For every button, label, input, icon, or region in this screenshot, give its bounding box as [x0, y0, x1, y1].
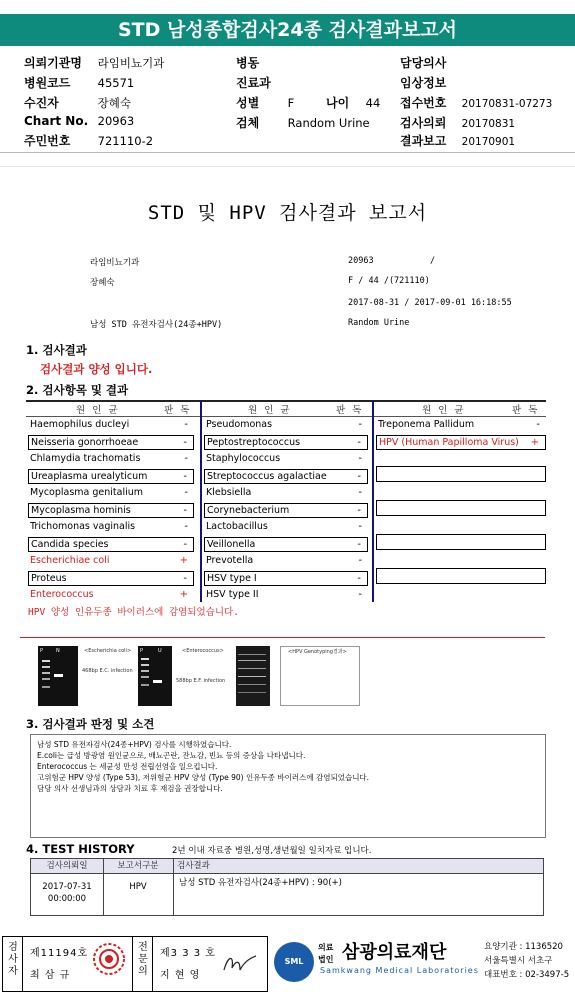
opinion-box	[30, 734, 546, 838]
org-phone: 대표번호 : 02-3497-5	[484, 970, 570, 980]
signature-icon	[222, 952, 258, 976]
result-mark: -	[358, 419, 362, 430]
result-row	[28, 469, 194, 484]
gel-ladder-icon	[236, 646, 270, 706]
result-row	[28, 486, 194, 501]
section-items-heading: 2. 검사항목 및 결과	[26, 383, 129, 397]
pathogen-name: Escherichiae coli	[30, 555, 110, 566]
pathogen-name: HPV (Human Papilloma Virus)	[379, 437, 519, 448]
result-mark: -	[184, 419, 188, 430]
opinion-line: Enterococcus 는 세균성 만성 전립선염을 일으킵니다.	[37, 762, 218, 771]
result-mark: -	[357, 573, 361, 584]
column-separator	[372, 400, 374, 602]
org-english-name: Samkwang Medical Laboratories	[320, 966, 479, 975]
result-row	[204, 588, 368, 603]
history-row-date: 2017-07-31	[42, 882, 92, 892]
pathogen-name: Treponema Pallidum	[378, 419, 475, 430]
table-header-rule	[26, 416, 546, 417]
pathogen-name: Staphylococcus	[206, 453, 281, 464]
lane-u-label: U	[158, 648, 162, 654]
info-clinical: 임상정보	[400, 76, 447, 90]
info-specimen: 검체 Random Urine	[236, 116, 370, 130]
caption-ecoli: <Escherichia coli>	[84, 648, 132, 654]
result-mark: -	[358, 555, 362, 566]
footer-rule	[152, 936, 153, 992]
pathogen-name: HSV type II	[206, 589, 259, 600]
result-row	[204, 503, 368, 518]
result-mark: -	[183, 471, 187, 482]
pathogen-name: Pseudomonas	[206, 419, 273, 430]
result-mark: -	[357, 437, 361, 448]
pathogen-name: Lactobacillus	[206, 521, 268, 532]
gel-ladder-icon	[38, 646, 78, 706]
pathogen-name: Klebsiella	[206, 487, 252, 498]
result-mark: -	[357, 471, 361, 482]
pathogen-name: Proteus	[31, 573, 67, 584]
result-mark: -	[183, 573, 187, 584]
info-resident-no: 주민번호 721110-2	[24, 134, 154, 148]
result-mark: -	[357, 539, 361, 550]
lane-p-label: P	[140, 648, 144, 654]
report-title: STD 및 HPV 검사결과 보고서	[147, 202, 428, 224]
history-note: 2년 이내 자료중 병원,성명,생년월일 일치자료 입니다.	[172, 846, 372, 856]
history-table	[30, 858, 544, 916]
history-header-date: 검사의뢰일	[46, 861, 88, 871]
gel-image-hpv	[236, 646, 270, 706]
info-request-date: 검사의뢰 20170831	[400, 116, 516, 130]
org-code: 요양기관 : 1136520	[484, 942, 563, 952]
result-mark: -	[358, 453, 362, 464]
result-row	[204, 469, 368, 484]
pathogen-name: Mycoplasma genitalium	[30, 487, 144, 498]
result-mark: +	[179, 555, 188, 566]
section-result-heading: 1. 검사결과	[26, 343, 87, 357]
column-separator	[200, 400, 202, 602]
report-chart-no: 20963	[348, 256, 374, 266]
info-hospital-code: 병원코드 45571	[24, 76, 135, 90]
result-mark: -	[358, 487, 362, 498]
history-col-rule	[173, 859, 174, 915]
header-judge: 판 독	[512, 405, 540, 416]
empty-result-box	[376, 534, 546, 550]
sml-logo-icon: SML	[274, 942, 314, 982]
pathogen-name: Prevotella	[206, 555, 254, 566]
pathogen-name: Candida species	[31, 539, 109, 550]
opinion-line: 담당 의사 선생님과의 상담과 치료 후 재검을 권장합니다.	[37, 784, 223, 793]
gel-image-ecoli	[38, 646, 78, 706]
result-row	[28, 435, 194, 450]
org-prefix-bottom: 법인	[318, 955, 334, 964]
header-judge: 판 독	[164, 405, 192, 416]
result-mark: -	[358, 521, 362, 532]
history-row-type: HPV	[129, 882, 147, 892]
header-pathogen: 원 인 균	[248, 405, 292, 416]
gel-image-enterococcus	[138, 646, 172, 706]
specialist-name: 지 현 영	[160, 970, 201, 981]
red-divider	[20, 637, 545, 638]
pathogen-name: Haemophilus ducleyi	[30, 419, 130, 430]
pathogen-name: HSV type I	[207, 573, 257, 584]
opinion-line: 남성 STD 유전자검사(24종+HPV) 검사를 시행하였습니다.	[37, 740, 232, 749]
lane-p-label: P	[40, 648, 44, 654]
report-sex-age: F / 44 /(721110)	[348, 276, 430, 286]
report-specimen: Random Urine	[348, 318, 410, 328]
result-row	[204, 520, 368, 535]
result-row	[28, 452, 194, 467]
examiner-vertical-label: 검사자	[8, 942, 18, 977]
pathogen-name: Peptostreptococcus	[207, 437, 301, 448]
examiner-name: 최 삼 규	[30, 970, 71, 981]
divider	[0, 166, 575, 167]
history-row-result: 남성 STD 유전자검사(24종+HPV) : 90(+)	[179, 878, 342, 888]
result-row	[204, 537, 368, 552]
pathogen-name: Enterococcus	[30, 589, 94, 600]
report-slash: /	[430, 256, 436, 266]
pathogen-name: Neisseria gonorrhoeae	[31, 437, 139, 448]
footer-rule	[132, 936, 133, 992]
header-pathogen: 원 인 균	[422, 405, 466, 416]
info-doctor: 담당의사	[400, 56, 447, 70]
result-mark: +	[530, 437, 539, 448]
result-mark: -	[183, 437, 187, 448]
examiner-reg-no: 제11194호	[30, 948, 89, 959]
info-sex: 성별 F	[236, 96, 295, 110]
result-row	[28, 554, 194, 569]
pathogen-name: Corynebacterium	[207, 505, 290, 516]
pathogen-name: Veillonella	[207, 539, 256, 550]
result-row	[28, 418, 194, 433]
empty-result-box	[376, 568, 546, 584]
gel-electrophoresis-strip	[26, 642, 536, 710]
org-name: 삼광의료재단	[342, 942, 447, 963]
opinion-line: 고위험군 HPV 양성 (Type 53), 저위험군 HPV 양성 (Type 90) 인유두종 바이러스에 감염되었습니다.	[37, 773, 370, 782]
report-footer	[0, 934, 575, 994]
caption-enterococcus: <Enterococcus>	[182, 648, 224, 654]
result-mark: -	[183, 505, 187, 516]
empty-result-box	[376, 500, 546, 516]
history-row-time: 00:00:00	[47, 894, 87, 904]
result-row	[28, 571, 194, 586]
info-receipt-no: 접수번호 20170831-07273	[400, 96, 553, 110]
result-row	[28, 503, 194, 518]
result-row	[28, 537, 194, 552]
info-chart-no: Chart No. 20963	[24, 114, 135, 128]
footer-rule	[22, 936, 23, 992]
header-pathogen: 원 인 균	[76, 405, 120, 416]
report-banner-title: STD 남성종합검사24종 검사결과보고서	[0, 14, 575, 46]
result-mark: -	[358, 589, 362, 600]
gel-ladder-icon	[138, 646, 172, 706]
org-prefix-top: 의료	[318, 943, 334, 952]
history-header-type: 보고서구분	[117, 861, 159, 871]
info-age: 나이 44	[326, 96, 381, 110]
result-row	[204, 486, 368, 501]
org-address: 서울특별시 서초구	[484, 956, 553, 966]
header-judge: 판 독	[336, 405, 364, 416]
result-mark: -	[357, 505, 361, 516]
lane-n-label: N	[56, 648, 60, 654]
band-label-ecoli: 468bp E.C. infection	[82, 668, 133, 674]
pathogen-name: Chlamydia trachomatis	[30, 453, 141, 464]
result-row	[376, 435, 546, 450]
info-institution: 의뢰기관명 라임비뇨기과	[24, 56, 165, 70]
result-mark: -	[184, 453, 188, 464]
result-row	[28, 520, 194, 535]
result-row	[204, 554, 368, 569]
result-row	[204, 571, 368, 586]
specialist-vertical-label: 전문의	[138, 942, 148, 977]
result-mark: -	[184, 487, 188, 498]
section-history-heading: 4. TEST HISTORY	[26, 842, 135, 856]
results-table	[26, 400, 546, 600]
specialist-reg-no: 제3 3 3 호	[160, 948, 216, 959]
divider	[0, 152, 575, 153]
result-row	[204, 435, 368, 450]
report-hospital: 라임비뇨기과	[90, 258, 140, 268]
result-mark: -	[184, 521, 188, 532]
result-mark: -	[536, 419, 540, 430]
report-dates: 2017-08-31 / 2017-09-01 16:18:55	[348, 298, 512, 308]
info-patient-name: 수진자 장혜숙	[24, 96, 131, 110]
pathogen-name: Trichomonas vaginalis	[30, 521, 136, 532]
result-row	[204, 418, 368, 433]
info-department: 진료과	[236, 76, 271, 90]
result-row	[204, 452, 368, 467]
result-mark: +	[179, 589, 188, 600]
section-opinion-heading: 3. 검사결과 판정 및 소견	[26, 717, 155, 731]
report-patient: 장혜숙	[90, 278, 115, 288]
result-row	[376, 418, 546, 433]
result-mark: -	[183, 539, 187, 550]
info-report-date: 결과보고 20170901	[400, 134, 516, 148]
band-label-enterococcus: 588bp E.F. infection	[176, 678, 226, 684]
pathogen-name: Mycoplasma hominis	[31, 505, 131, 516]
pathogen-name: Ureaplasma urealyticum	[31, 471, 148, 482]
pathogen-name: Streptococcus agalactiae	[207, 471, 327, 482]
positive-result-text: 검사결과 양성 입니다.	[40, 362, 153, 376]
report-test-name: 남성 STD 유전자검사(24종+HPV)	[90, 320, 223, 330]
empty-result-box	[376, 466, 546, 482]
seal-stamp-icon	[92, 942, 126, 976]
opinion-line: E.coli는 급성 방광염 원인균으로, 배뇨곤란, 잔뇨감, 빈뇨 등의 증상을 나타냅니다.	[37, 751, 306, 760]
hpv-note: HPV 양성 인유두종 바이러스에 감염되었습니다.	[28, 607, 239, 618]
history-header-result: 검사결과	[177, 861, 210, 871]
caption-hpv: <HPV Genotyping결과>	[288, 649, 347, 655]
info-ward: 병동	[236, 56, 260, 70]
gel-result-panel	[280, 646, 360, 706]
result-row	[28, 588, 194, 603]
